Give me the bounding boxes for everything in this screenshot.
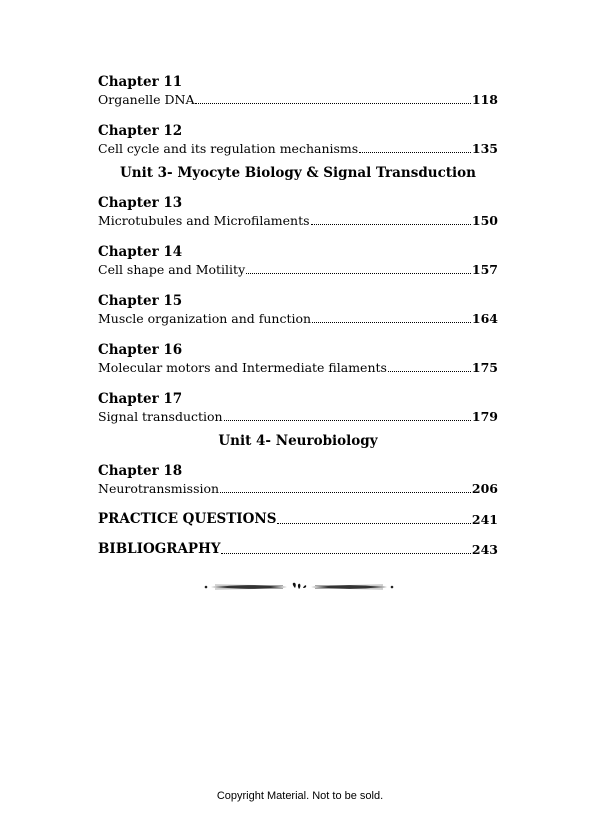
- dot-leader: [224, 420, 471, 421]
- dot-leader: [388, 371, 471, 372]
- practice-questions-entry[interactable]: [98, 511, 498, 528]
- chapter-16-entry-title: Molecular motors and Intermediate filaments: [98, 360, 387, 375]
- chapter-12-title: Chapter 12: [98, 123, 183, 139]
- practice-questions-title: PRACTICE QUESTIONS: [98, 511, 277, 527]
- dot-leader: [359, 152, 471, 153]
- dot-leader: [312, 322, 471, 323]
- chapter-11-entry-title: Organelle DNA: [98, 92, 195, 107]
- chapter-15-page: 164: [471, 311, 498, 326]
- dot-leader: [195, 103, 470, 104]
- chapter-12-entry[interactable]: [98, 141, 498, 157]
- chapter-13-entry-title: Microtubules and Microfilaments: [98, 213, 310, 228]
- bibliography-page: 243: [471, 542, 498, 557]
- chapter-13-block: [98, 195, 498, 229]
- dot-leader: [246, 273, 471, 274]
- chapter-11-block: [98, 74, 498, 108]
- dot-leader: [221, 553, 470, 554]
- bibliography-title: BIBLIOGRAPHY: [98, 541, 221, 557]
- chapter-15-entry[interactable]: [98, 311, 498, 327]
- dot-leader: [277, 523, 470, 524]
- chapter-13-page: 150: [471, 213, 498, 228]
- dot-leader: [311, 224, 471, 225]
- chapter-17-entry-title: Signal transduction: [98, 409, 223, 424]
- chapter-11-title: Chapter 11: [98, 74, 183, 90]
- chapter-14-entry-title: Cell shape and Motility: [98, 262, 246, 277]
- practice-questions-page: 241: [471, 512, 498, 527]
- chapter-18-entry-title: Neurotransmission: [98, 481, 220, 496]
- chapter-14-block: [98, 244, 498, 278]
- chapter-14-page: 157: [471, 262, 498, 277]
- chapter-18-block: [98, 463, 498, 497]
- chapter-18-entry[interactable]: [98, 481, 498, 497]
- chapter-18-page: 206: [471, 481, 498, 496]
- chapter-12-entry-title: Cell cycle and its regulation mechanisms: [98, 141, 359, 156]
- unit-4-heading: Unit 4- Neurobiology: [218, 433, 378, 449]
- chapter-12-page: 135: [471, 141, 498, 156]
- table-of-contents: [98, 74, 498, 558]
- chapter-13-entry[interactable]: [98, 213, 498, 229]
- copyright-notice: Copyright Material. Not to be sold.: [216, 790, 384, 802]
- decorative-divider-icon: [203, 579, 395, 595]
- chapter-15-title: Chapter 15: [98, 293, 183, 309]
- chapter-17-block: [98, 391, 498, 425]
- chapter-16-entry[interactable]: [98, 360, 498, 376]
- chapter-18-title: Chapter 18: [98, 463, 183, 479]
- chapter-15-entry-title: Muscle organization and function: [98, 311, 312, 326]
- chapter-14-entry[interactable]: [98, 262, 498, 278]
- chapter-12-block: [98, 123, 498, 157]
- chapter-11-page: 118: [471, 92, 498, 107]
- chapter-17-entry[interactable]: [98, 409, 498, 425]
- unit-3-heading: Unit 3- Myocyte Biology & Signal Transduction: [120, 165, 476, 181]
- dot-leader: [220, 492, 471, 493]
- chapter-13-title: Chapter 13: [98, 195, 183, 211]
- chapter-16-page: 175: [471, 360, 498, 375]
- chapter-15-block: [98, 293, 498, 327]
- chapter-17-title: Chapter 17: [98, 391, 183, 407]
- chapter-17-page: 179: [471, 409, 498, 424]
- chapter-16-title: Chapter 16: [98, 342, 183, 358]
- chapter-16-block: [98, 342, 498, 376]
- chapter-14-title: Chapter 14: [98, 244, 183, 260]
- bibliography-entry[interactable]: [98, 541, 498, 558]
- chapter-11-entry[interactable]: [98, 92, 498, 108]
